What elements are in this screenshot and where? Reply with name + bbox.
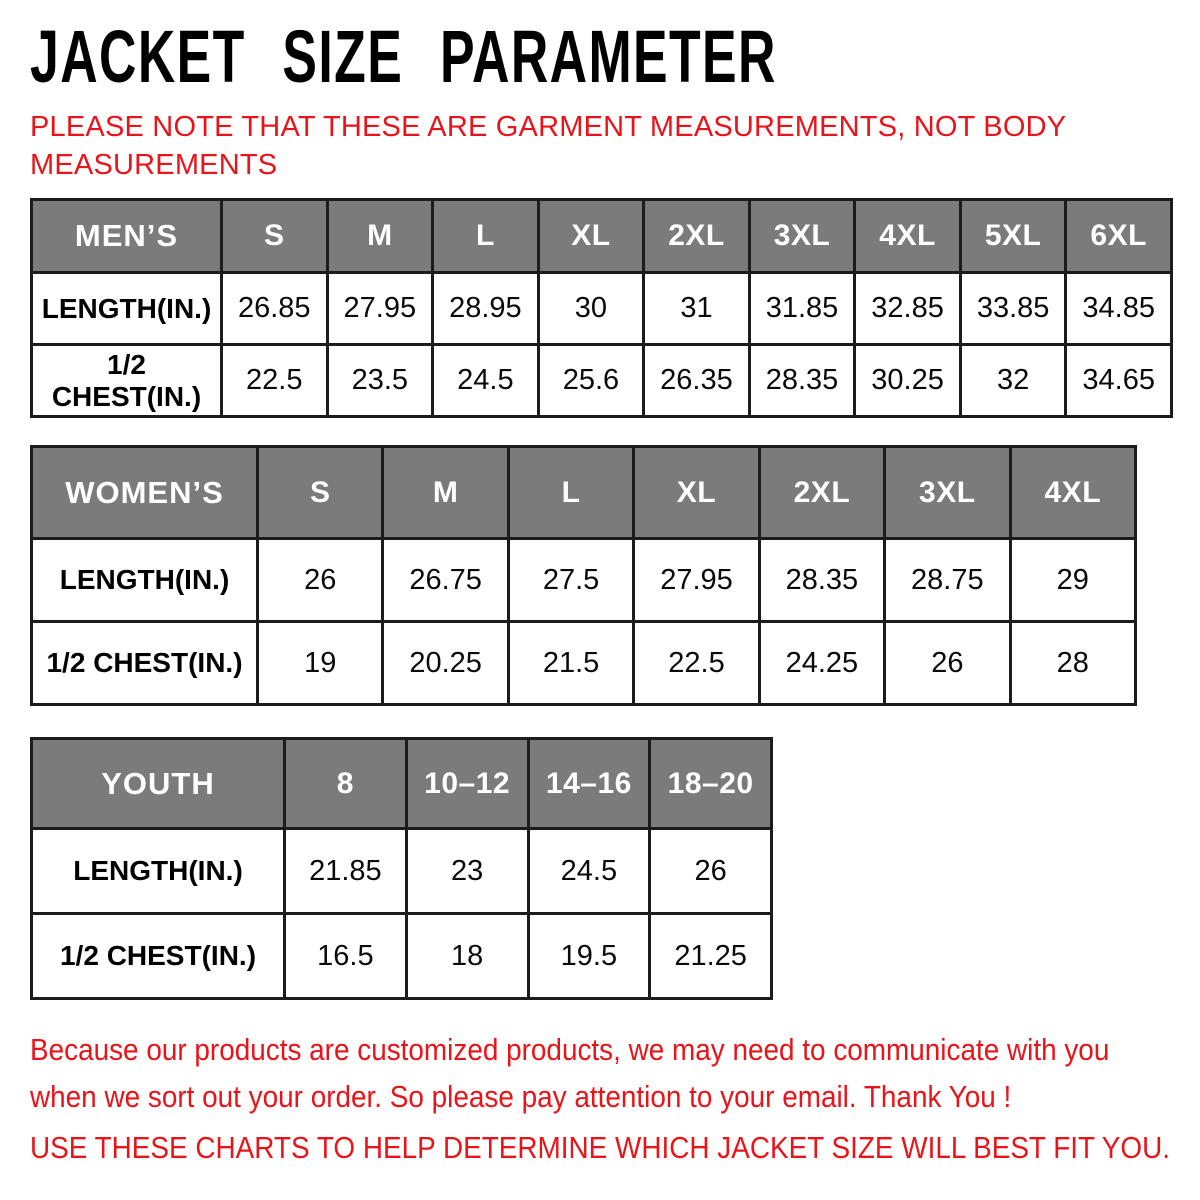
size-col-header: S [258, 447, 383, 539]
size-col-header: 14–16 [528, 739, 650, 829]
mens-size-table [30, 198, 1173, 418]
row-label: 1/2 CHEST(IN.) [32, 914, 285, 999]
table-row [32, 539, 1136, 622]
table-row [32, 914, 772, 999]
size-col-header: 2XL [644, 200, 750, 273]
size-col-header: M [383, 447, 508, 539]
mens-group-header: MEN’S [32, 200, 222, 273]
size-value-cell: 28.95 [433, 273, 539, 345]
size-col-header: 3XL [749, 200, 855, 273]
womens-size-table-section [30, 445, 1137, 706]
size-col-header: 2XL [759, 447, 884, 539]
fit-advice: USE THESE CHARTS TO HELP DETERMINE WHICH JACKET SIZE WILL BEST FIT YOU. [30, 1130, 1171, 1165]
size-col-header: L [508, 447, 633, 539]
size-value-cell: 31.85 [749, 273, 855, 345]
youth-size-table [30, 737, 773, 1000]
youth-group-header: YOUTH [32, 739, 285, 829]
size-value-cell: 30 [538, 273, 644, 345]
page-title: JACKET SIZE PARAMETER [30, 15, 777, 98]
size-value-cell: 23.5 [327, 345, 433, 417]
size-value-cell: 23 [406, 829, 528, 914]
size-value-cell: 28.75 [885, 539, 1010, 622]
womens-size-table [30, 445, 1137, 706]
size-value-cell: 19.5 [528, 914, 650, 999]
size-value-cell: 16.5 [285, 914, 407, 999]
size-value-cell: 26.85 [222, 273, 328, 345]
table-row [32, 273, 1172, 345]
size-col-header: M [327, 200, 433, 273]
row-label: LENGTH(IN.) [32, 273, 222, 345]
size-value-cell: 21.5 [508, 622, 633, 705]
row-label: LENGTH(IN.) [32, 539, 258, 622]
size-value-cell: 32.85 [855, 273, 961, 345]
size-value-cell: 22.5 [634, 622, 759, 705]
size-value-cell: 21.85 [285, 829, 407, 914]
table-row [32, 829, 772, 914]
customization-note [30, 1026, 1109, 1120]
size-value-cell: 28.35 [749, 345, 855, 417]
size-col-header: 8 [285, 739, 407, 829]
row-label: LENGTH(IN.) [32, 829, 285, 914]
garment-note-line1: PLEASE NOTE THAT THESE ARE GARMENT MEASUREMENTS, NOT BODY [30, 111, 1067, 143]
mens-size-table-section [30, 198, 1173, 418]
size-value-cell: 19 [258, 622, 383, 705]
size-col-header: L [433, 200, 539, 273]
size-value-cell: 33.85 [960, 273, 1066, 345]
size-value-cell: 27.5 [508, 539, 633, 622]
size-col-header: 5XL [960, 200, 1066, 273]
size-value-cell: 32 [960, 345, 1066, 417]
size-col-header: XL [634, 447, 759, 539]
size-col-header: 10–12 [406, 739, 528, 829]
table-row [32, 622, 1136, 705]
size-value-cell: 18 [406, 914, 528, 999]
size-value-cell: 26.35 [644, 345, 750, 417]
garment-measurement-note [30, 108, 1066, 184]
size-value-cell: 30.25 [855, 345, 961, 417]
row-label: 1/2 CHEST(IN.) [32, 622, 258, 705]
size-value-cell: 29 [1010, 539, 1135, 622]
size-value-cell: 27.95 [634, 539, 759, 622]
customization-note-line2: when we sort out your order. So please pay attention to your email. Thank You ! [30, 1079, 1012, 1114]
size-value-cell: 26 [258, 539, 383, 622]
size-col-header: 4XL [855, 200, 961, 273]
size-value-cell: 24.25 [759, 622, 884, 705]
size-col-header: 3XL [885, 447, 1010, 539]
size-value-cell: 34.85 [1066, 273, 1172, 345]
size-value-cell: 27.95 [327, 273, 433, 345]
size-value-cell: 20.25 [383, 622, 508, 705]
customization-note-line1: Because our products are customized products, we may need to communicate with you [30, 1032, 1110, 1067]
size-value-cell: 34.65 [1066, 345, 1172, 417]
size-col-header: 6XL [1066, 200, 1172, 273]
size-value-cell: 24.5 [528, 829, 650, 914]
size-value-cell: 31 [644, 273, 750, 345]
size-value-cell: 22.5 [222, 345, 328, 417]
size-value-cell: 26 [650, 829, 772, 914]
size-col-header: XL [538, 200, 644, 273]
size-value-cell: 26 [885, 622, 1010, 705]
garment-note-line2: MEASUREMENTS [30, 149, 278, 181]
size-col-header: 18–20 [650, 739, 772, 829]
size-value-cell: 26.75 [383, 539, 508, 622]
table-row [32, 345, 1172, 417]
size-value-cell: 21.25 [650, 914, 772, 999]
size-value-cell: 28.35 [759, 539, 884, 622]
size-col-header: 4XL [1010, 447, 1135, 539]
youth-size-table-section [30, 737, 773, 1000]
womens-group-header: WOMEN’S [32, 447, 258, 539]
size-value-cell: 25.6 [538, 345, 644, 417]
size-col-header: S [222, 200, 328, 273]
size-value-cell: 24.5 [433, 345, 539, 417]
size-value-cell: 28 [1010, 622, 1135, 705]
row-label: 1/2 CHEST(IN.) [32, 345, 222, 417]
